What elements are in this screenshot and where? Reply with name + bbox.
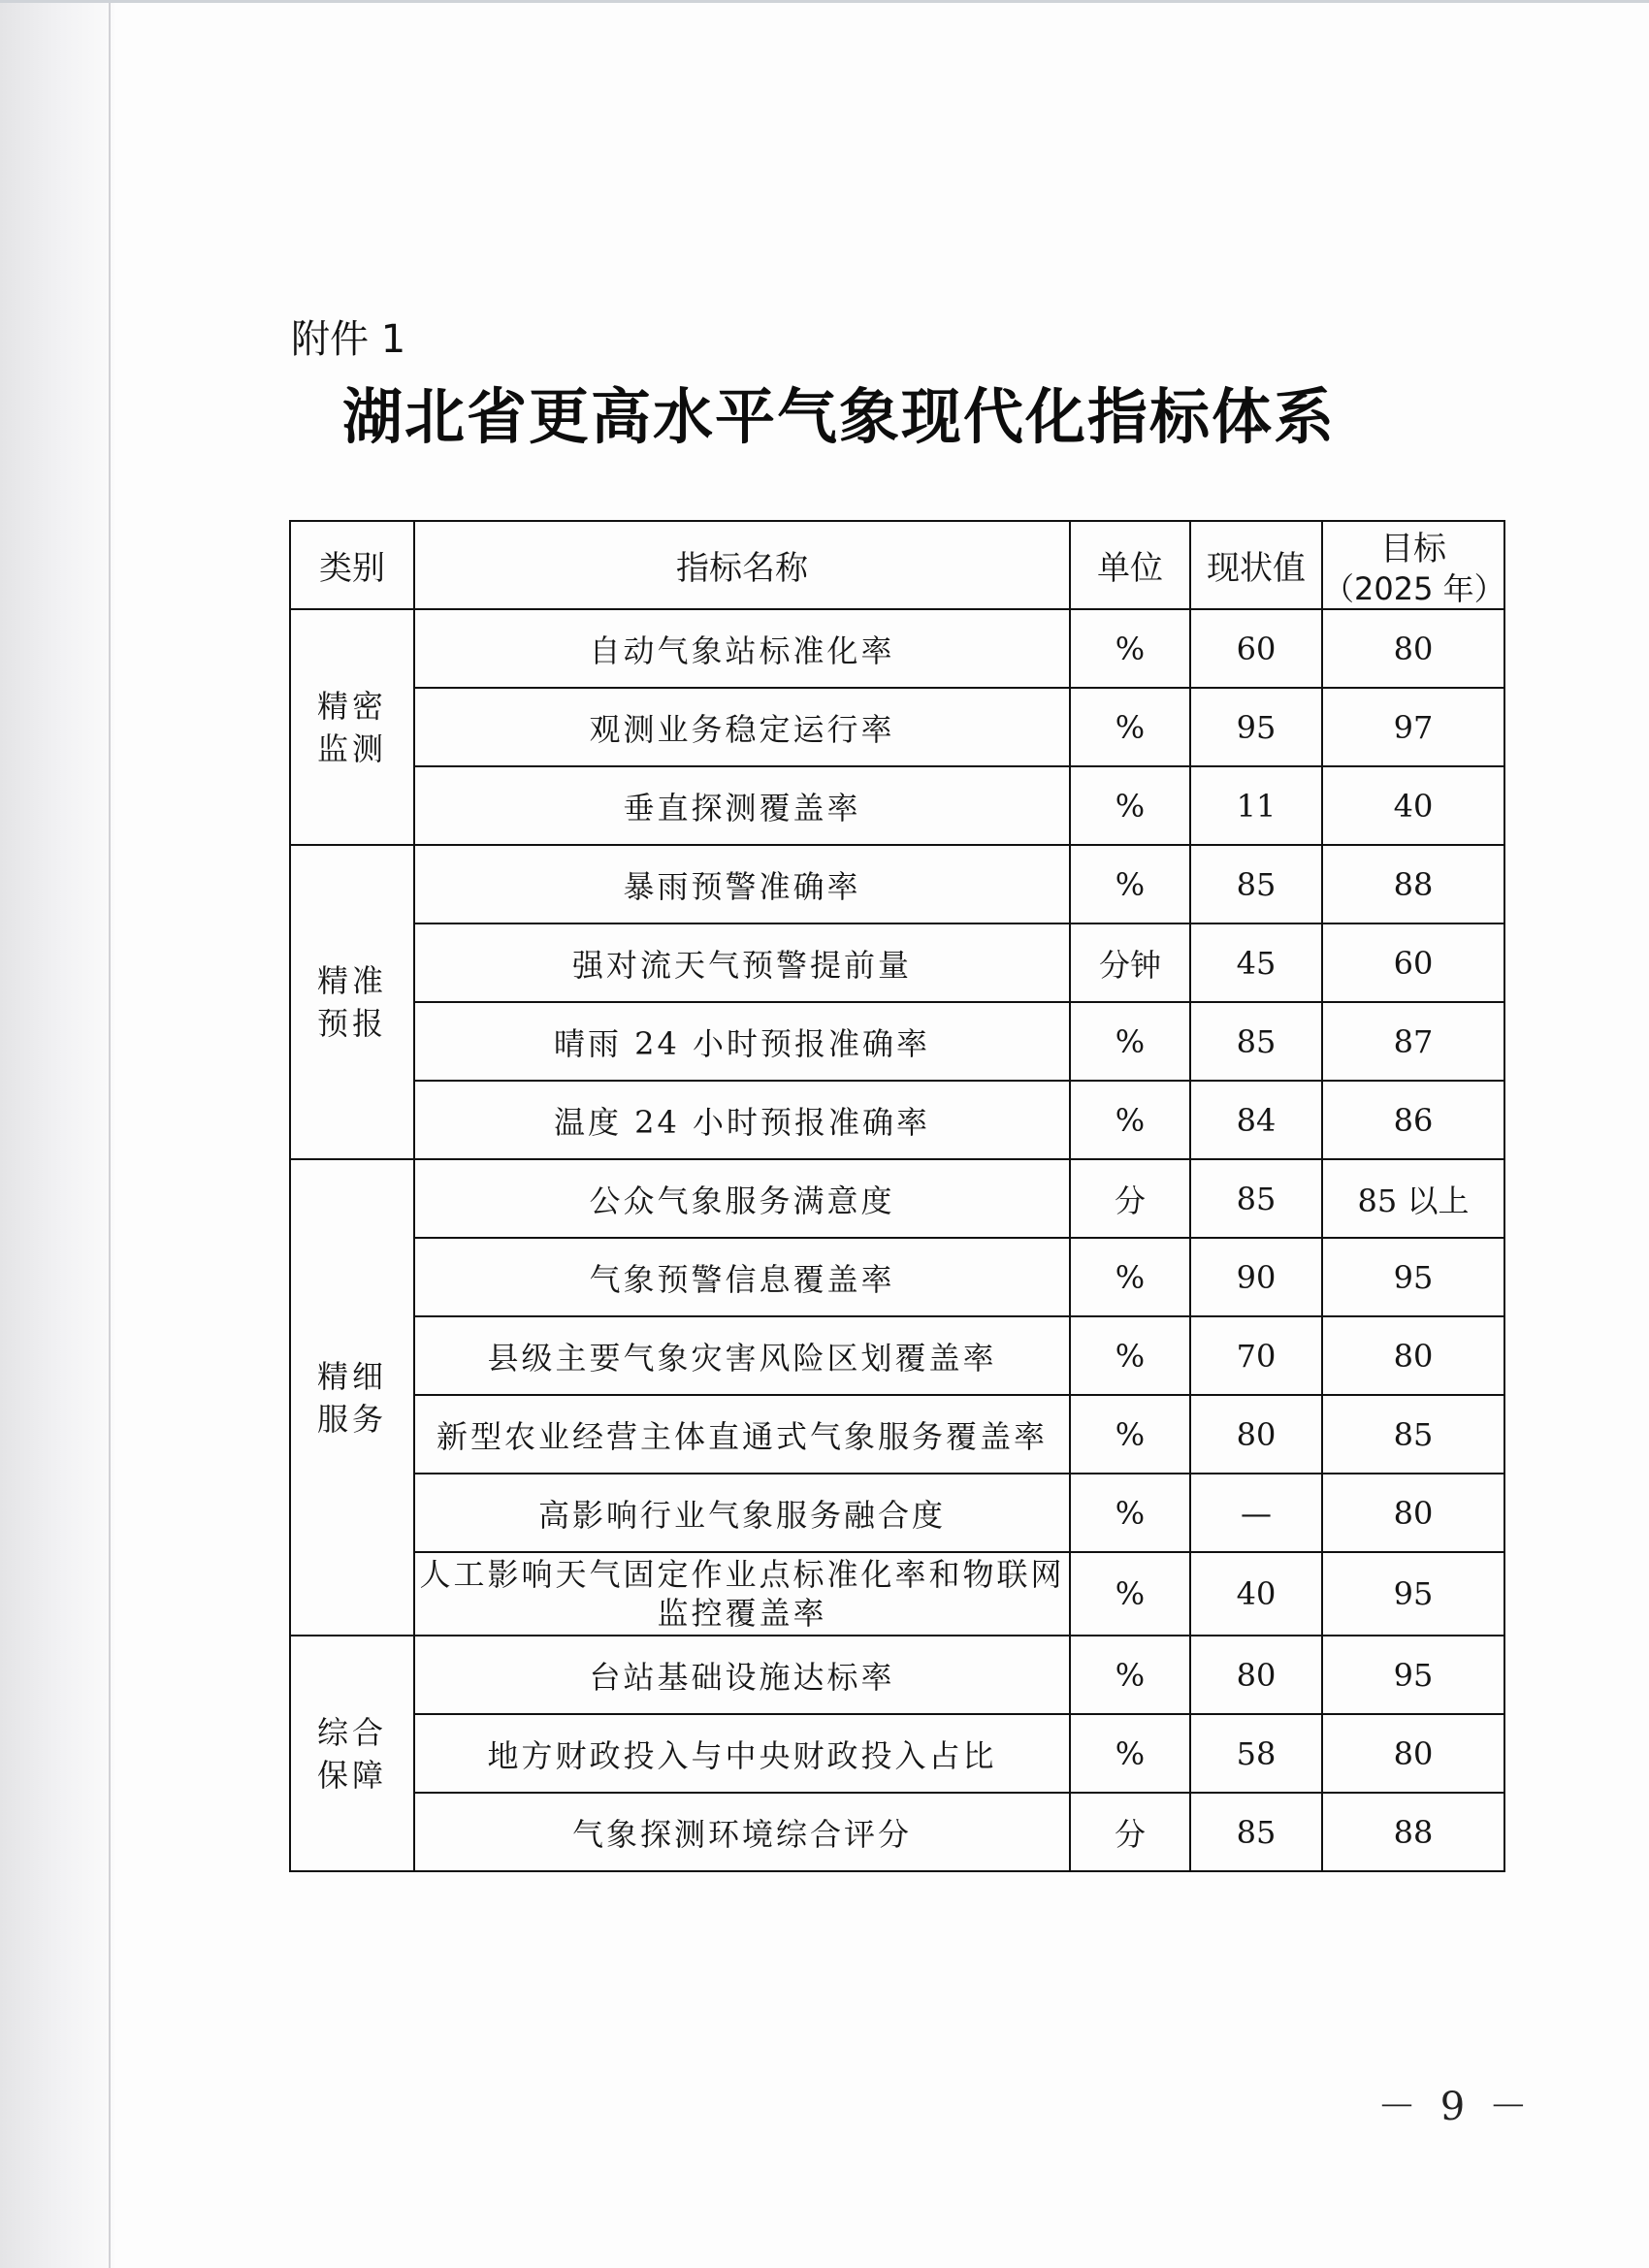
indicator-name-line2: 监控覆盖率: [657, 1595, 827, 1632]
category-label: 精细: [316, 1357, 387, 1395]
header-target-line2: （2025 年）: [1323, 570, 1505, 607]
attachment-label: 附件 1: [291, 317, 406, 362]
indicator-unit: %: [1070, 845, 1190, 923]
indicator-name: 气象探测环境综合评分: [414, 1793, 1070, 1871]
indicator-name: 高影响行业气象服务融合度: [414, 1474, 1070, 1552]
table-row: [290, 923, 1504, 1002]
indicator-target: 80: [1322, 609, 1504, 688]
category-cell-monitoring: [290, 609, 414, 845]
indicator-name: 强对流天气预警提前量: [414, 923, 1070, 1002]
indicator-target: 80: [1322, 1474, 1504, 1552]
indicator-target: 86: [1322, 1081, 1504, 1159]
indicator-name-line1: 人工影响天气固定作业点标准化率和物联网: [419, 1556, 1065, 1593]
category-label: 保障: [316, 1756, 387, 1794]
indicator-unit: %: [1070, 1316, 1190, 1395]
indicator-name: 县级主要气象灾害风险区划覆盖率: [414, 1316, 1070, 1395]
table-row: [290, 1474, 1504, 1552]
indicator-unit: 分: [1070, 1159, 1190, 1238]
indicator-name: 晴雨 24 小时预报准确率: [414, 1002, 1070, 1081]
category-cell-support: [290, 1636, 414, 1871]
binding-edge-shadow: [0, 0, 114, 2268]
header-target: [1322, 521, 1504, 609]
indicator-unit: 分钟: [1070, 923, 1190, 1002]
category-label: 预报: [316, 1005, 387, 1042]
table-row: [290, 609, 1504, 688]
header-indicator-name: 指标名称: [414, 521, 1070, 609]
category-label: 精准: [316, 962, 387, 999]
indicator-unit: %: [1070, 1081, 1190, 1159]
indicator-current: 85: [1190, 845, 1322, 923]
header-current-value: 现状值: [1190, 521, 1322, 609]
indicator-unit: %: [1070, 1636, 1190, 1714]
header-target-line1: 目标: [1380, 530, 1446, 568]
indicator-unit: %: [1070, 1714, 1190, 1793]
indicator-target: 88: [1322, 1793, 1504, 1871]
indicator-target: 85: [1322, 1395, 1504, 1474]
category-label: 精密: [316, 687, 387, 725]
indicator-unit: %: [1070, 1474, 1190, 1552]
indicator-current: 58: [1190, 1714, 1322, 1793]
indicator-unit: %: [1070, 1395, 1190, 1474]
indicator-name: 新型农业经营主体直通式气象服务覆盖率: [414, 1395, 1070, 1474]
indicator-table: [289, 520, 1505, 1872]
indicator-target: 95: [1322, 1636, 1504, 1714]
indicator-current: 11: [1190, 766, 1322, 845]
header-category: 类别: [290, 521, 414, 609]
table-row: [290, 1552, 1504, 1636]
indicator-target: 60: [1322, 923, 1504, 1002]
table-row: [290, 1081, 1504, 1159]
indicator-current: 80: [1190, 1395, 1322, 1474]
indicator-target: 95: [1322, 1552, 1504, 1636]
indicator-name: 地方财政投入与中央财政投入占比: [414, 1714, 1070, 1793]
indicator-target: 80: [1322, 1714, 1504, 1793]
indicator-current: 85: [1190, 1159, 1322, 1238]
binding-fold-line: [109, 0, 111, 2268]
category-cell-forecast: [290, 845, 414, 1159]
indicator-target: 85 以上: [1322, 1159, 1504, 1238]
table-row: [290, 845, 1504, 923]
table-header-row: [290, 521, 1504, 609]
category-label: 监测: [316, 729, 387, 767]
table-row: [290, 1714, 1504, 1793]
table-row: [290, 1159, 1504, 1238]
table-row: [290, 766, 1504, 845]
table-row: [290, 1636, 1504, 1714]
indicator-current: 85: [1190, 1793, 1322, 1871]
indicator-name-two-line: [414, 1552, 1070, 1636]
indicator-current: 95: [1190, 688, 1322, 766]
indicator-current: 45: [1190, 923, 1322, 1002]
indicator-unit: %: [1070, 609, 1190, 688]
table-row: [290, 688, 1504, 766]
table-row: [290, 1793, 1504, 1871]
indicator-unit: %: [1070, 1238, 1190, 1316]
indicator-name: 气象预警信息覆盖率: [414, 1238, 1070, 1316]
indicator-target: 40: [1322, 766, 1504, 845]
indicator-current: 90: [1190, 1238, 1322, 1316]
indicator-name: 暴雨预警准确率: [414, 845, 1070, 923]
indicator-name: 自动气象站标准化率: [414, 609, 1070, 688]
category-label: 综合: [316, 1713, 387, 1751]
indicator-name: 公众气象服务满意度: [414, 1159, 1070, 1238]
indicator-unit: 分: [1070, 1793, 1190, 1871]
page-number: － 9 －: [1377, 2085, 1534, 2129]
indicator-unit: %: [1070, 1002, 1190, 1081]
indicator-name: 垂直探测覆盖率: [414, 766, 1070, 845]
indicator-unit: %: [1070, 1552, 1190, 1636]
indicator-target: 87: [1322, 1002, 1504, 1081]
table-row: [290, 1395, 1504, 1474]
indicator-current: 60: [1190, 609, 1322, 688]
indicator-name: 台站基础设施达标率: [414, 1636, 1070, 1714]
category-cell-service: [290, 1159, 414, 1636]
indicator-target: 95: [1322, 1238, 1504, 1316]
indicator-target: 80: [1322, 1316, 1504, 1395]
document-title: 湖北省更高水平气象现代化指标体系: [341, 381, 1336, 452]
indicator-name: 观测业务稳定运行率: [414, 688, 1070, 766]
indicator-current: 70: [1190, 1316, 1322, 1395]
indicator-target: 88: [1322, 845, 1504, 923]
indicator-name: 温度 24 小时预报准确率: [414, 1081, 1070, 1159]
indicator-current: 84: [1190, 1081, 1322, 1159]
page-top-edge: [0, 0, 1649, 3]
indicator-current: 80: [1190, 1636, 1322, 1714]
indicator-current: 85: [1190, 1002, 1322, 1081]
indicator-unit: %: [1070, 688, 1190, 766]
table-row: [290, 1002, 1504, 1081]
category-label: 服务: [316, 1400, 387, 1438]
indicator-target: 97: [1322, 688, 1504, 766]
header-unit: 单位: [1070, 521, 1190, 609]
table-row: [290, 1316, 1504, 1395]
indicator-unit: %: [1070, 766, 1190, 845]
table-row: [290, 1238, 1504, 1316]
indicator-current: —: [1190, 1474, 1322, 1552]
indicator-current: 40: [1190, 1552, 1322, 1636]
